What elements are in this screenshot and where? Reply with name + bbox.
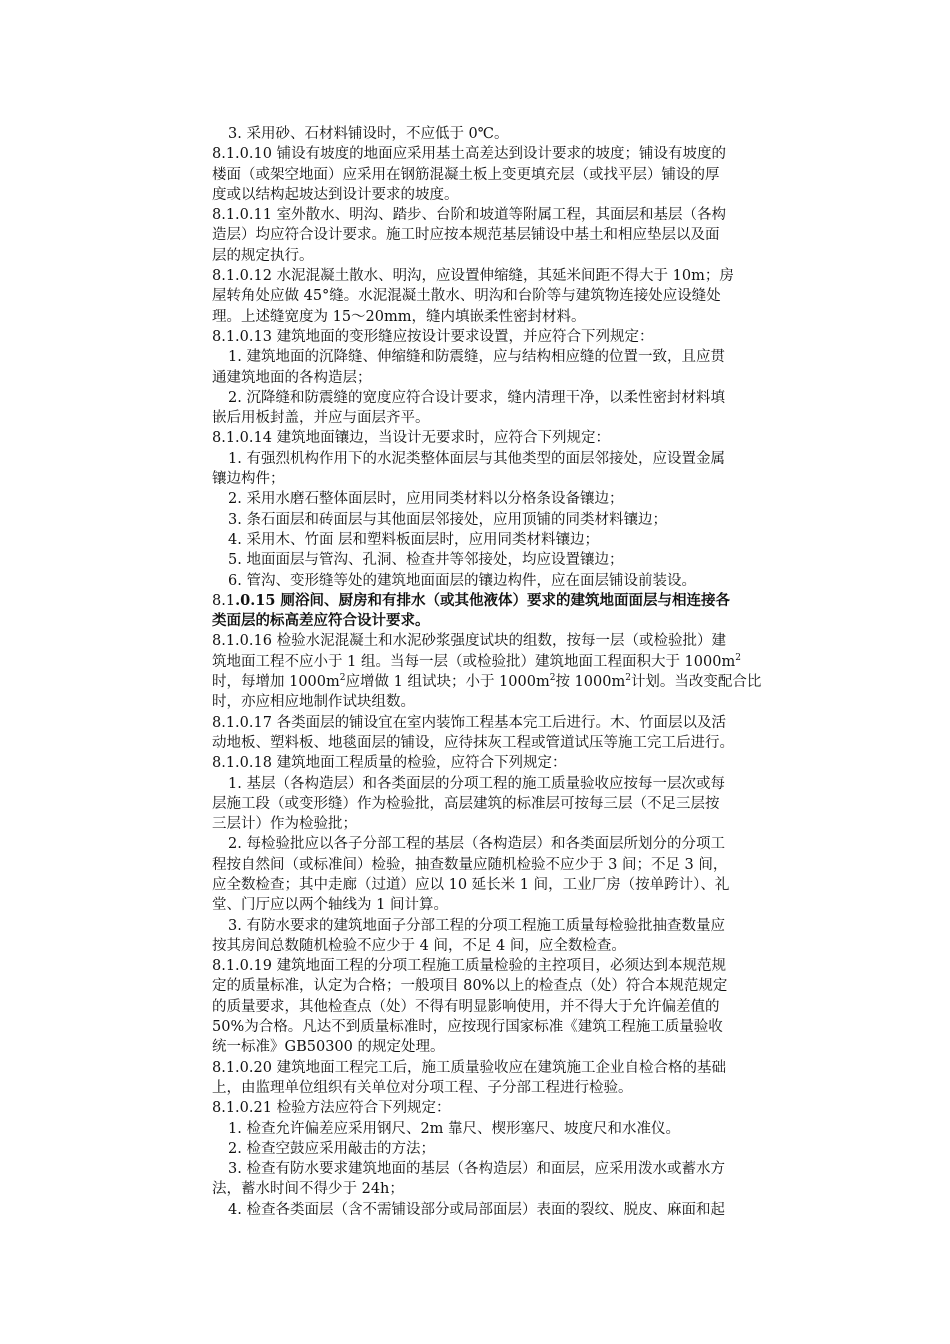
text-line: 6. 管沟、变形缝等处的建筑地面面层的镶边构件，应在面层铺设前装设。 bbox=[228, 572, 696, 589]
text-line: 8.1.0.18 建筑地面工程质量的检验，应符合下列规定： bbox=[212, 755, 567, 772]
text-segment: 筑地面工程不应小于 1 组。当每一层（或检验批）建筑地面工程面积大于 1000m bbox=[212, 653, 736, 670]
text-block-1 bbox=[212, 124, 808, 591]
text-segment: 应增做 1 组试块；小于 1000m bbox=[345, 674, 550, 691]
clause-number-prefix: 8.1 bbox=[212, 592, 236, 609]
text-line: 8.1.0.17 各类面层的铺设宜在室内装饰工程基本完工后进行。木、竹面层以及活 bbox=[212, 714, 727, 731]
text-line: 屋转角处应做 45°缝。水泥混凝土散水、明沟和台阶等与建筑物连接处应设缝处 bbox=[212, 288, 721, 305]
text-line: 度或以结构起坡达到设计要求的坡度。 bbox=[212, 186, 459, 203]
text-line: 2. 每检验批应以各子分部工程的基层（各构造层）和各类面层所划分的分项工 bbox=[228, 836, 725, 853]
text-block-2 bbox=[212, 713, 808, 1220]
text-segment: 时，每增加 1000m bbox=[212, 674, 340, 691]
clause-8-1-0-15-line-1 bbox=[212, 591, 808, 611]
text-line: 定的质量标准，认定为合格；一般项目 80%以上的检查点（处）符合本规范规定 bbox=[212, 978, 728, 995]
text-line: 镶边构件； bbox=[212, 471, 285, 488]
text-line: 程按自然间（或标准间）检验，抽查数量应随机检验不应少于 3 间；不足 3 间， bbox=[212, 856, 728, 873]
text-line: 8.1.0.19 建筑地面工程的分项工程施工质量检验的主控项目，必须达到本规范规 bbox=[212, 958, 727, 975]
text-line: 法，蓄水时间不得少于 24h； bbox=[212, 1181, 404, 1198]
text-line: 8.1.0.12 水泥混凝土散水、明沟，应设置伸缩缝，其延米间距不得大于 10m；房 bbox=[212, 268, 734, 285]
superscript: 2 bbox=[339, 673, 346, 684]
text-line: 8.1.0.11 室外散水、明沟、踏步、台阶和坡道等附属工程，其面层和基层（各构 bbox=[212, 207, 727, 224]
text-line: 嵌后用板封盖，并应与面层齐平。 bbox=[212, 410, 430, 427]
text-line: 8.1.0.20 建筑地面工程完工后，施工质量验收应在建筑施工企业自检合格的基础 bbox=[212, 1059, 727, 1076]
text-line: 按其房间总数随机检验不应少于 4 间，不足 4 间，应全数检查。 bbox=[212, 937, 626, 954]
text-line: 动地板、塑料板、地毯面层的铺设，应待抹灰工程或管道试压等施工完工后进行。 bbox=[212, 734, 734, 751]
text-line: 4. 采用木、竹面 层和塑料板面层时，应用同类材料镶边； bbox=[228, 531, 600, 548]
text-line: 4. 检查各类面层（含不需铺设部分或局部面层）表面的裂纹、脱皮、麻面和起 bbox=[228, 1201, 725, 1218]
text-line: 3. 采用砂、石材料铺设时，不应低于 0℃。 bbox=[228, 126, 509, 142]
text-line: 的质量要求，其他检查点（处）不得有明显影响使用，并不得大于允许偏差值的 bbox=[212, 998, 720, 1015]
clause-8-1-0-15-line-2: 类面层的标高差应符合设计要求。 bbox=[212, 612, 430, 630]
text-line: 统一标准》GB50300 的规定处理。 bbox=[212, 1039, 445, 1056]
clause-8-1-0-16-line-3 bbox=[212, 672, 808, 692]
text-segment: 计划。当改变配合比 bbox=[630, 674, 762, 691]
text-line: 1. 基层（各构造层）和各类面层的分项工程的施工质量验收应按每一层次或每 bbox=[228, 775, 725, 792]
text-line: 8.1.0.14 建筑地面镶边，当设计无要求时，应符合下列规定： bbox=[212, 430, 611, 447]
text-line: 1. 建筑地面的沉降缝、伸缩缝和防震缝，应与结构相应缝的位置一致，且应贯 bbox=[228, 349, 725, 366]
superscript: 2 bbox=[625, 673, 631, 684]
text-line: 楼面（或架空地面）应采用在钢筋混凝土板上变更填充层（或找平层）铺设的厚 bbox=[212, 166, 720, 183]
text-line: 层施工段（或变形缝）作为检验批，高层建筑的标准层可按每三层（不足三层按 bbox=[212, 795, 720, 812]
text-line: 50%为合格。凡达不到质量标准时，应按现行国家标准《建筑工程施工质量验收 bbox=[212, 1019, 723, 1036]
superscript: 2 bbox=[549, 673, 556, 684]
text-line: 3. 有防水要求的建筑地面子分部工程的分项工程施工质量每检验批抽查数量应 bbox=[228, 917, 725, 934]
text-line: 2. 采用水磨石整体面层时，应用同类材料以分格条设备镶边； bbox=[228, 491, 624, 508]
clause-8-1-0-16-line-1: 8.1.0.16 检验水泥混凝土和水泥砂浆强度试块的组数，按每一层（或检验批）建 bbox=[212, 633, 727, 650]
text-line: 3. 检查有防水要求建筑地面的基层（各构造层）和面层，应采用泼水或蓄水方 bbox=[228, 1161, 725, 1178]
text-segment: 按 1000m bbox=[555, 674, 626, 691]
clause-8-1-0-16-line-2 bbox=[212, 652, 808, 672]
text-line: 层的规定执行。 bbox=[212, 247, 314, 264]
clause-8-1-0-16-line-4: 时，亦应相应地制作试块组数。 bbox=[212, 694, 415, 711]
text-line: 1. 有强烈机构作用下的水泥类整体面层与其他类型的面层邻接处，应设置金属 bbox=[228, 450, 725, 467]
text-line: 8.1.0.13 建筑地面的变形缝应按设计要求设置，并应符合下列规定： bbox=[212, 328, 654, 345]
text-line: 2. 沉降缝和防震缝的宽度应符合设计要求，缝内清理干净，以柔性密封材料填 bbox=[228, 389, 725, 406]
text-line: 8.1.0.21 检验方法应符合下列规定： bbox=[212, 1100, 451, 1117]
text-line: 2. 检查空鼓应采用敲击的方法； bbox=[228, 1140, 435, 1157]
text-line: 通建筑地面的各构造层； bbox=[212, 369, 372, 386]
text-line: 造层）均应符合设计要求。施工时应按本规范基层铺设中基土和相应垫层以及面 bbox=[212, 227, 720, 244]
text-line: 上，由监理单位组织有关单位对分项工程、子分部工程进行检验。 bbox=[212, 1079, 633, 1096]
text-line: 3. 条石面层和砖面层与其他面层邻接处，应用顶铺的同类材料镶边； bbox=[228, 511, 667, 528]
text-line: 堂、门厅应以两个轴线为 1 间计算。 bbox=[212, 897, 448, 914]
superscript: 2 bbox=[735, 652, 741, 663]
text-line: 三层计）作为检验批； bbox=[212, 816, 357, 833]
text-line: 8.1.0.10 铺设有坡度的地面应采用基土高差达到设计要求的坡度；铺设有坡度的 bbox=[212, 146, 727, 163]
document-page bbox=[212, 124, 808, 1220]
text-line: 理。上述缝宽度为 15～20mm，缝内填嵌柔性密封材料。 bbox=[212, 308, 586, 325]
text-line: 应全数检查；其中走廊（过道）应以 10 延长米 1 间，工业厂房（按单跨计）、礼 bbox=[212, 876, 730, 893]
clause-bold-text: .0.15 厕浴间、厨房和有排水（或其他液体）要求的建筑地面面层与相连接各 bbox=[235, 591, 730, 609]
text-line: 1. 检查允许偏差应采用钢尺、2m 靠尺、楔形塞尺、坡度尺和水准仪。 bbox=[228, 1120, 681, 1137]
text-line: 5. 地面面层与管沟、孔洞、检查井等邻接处，均应设置镶边； bbox=[228, 552, 624, 569]
